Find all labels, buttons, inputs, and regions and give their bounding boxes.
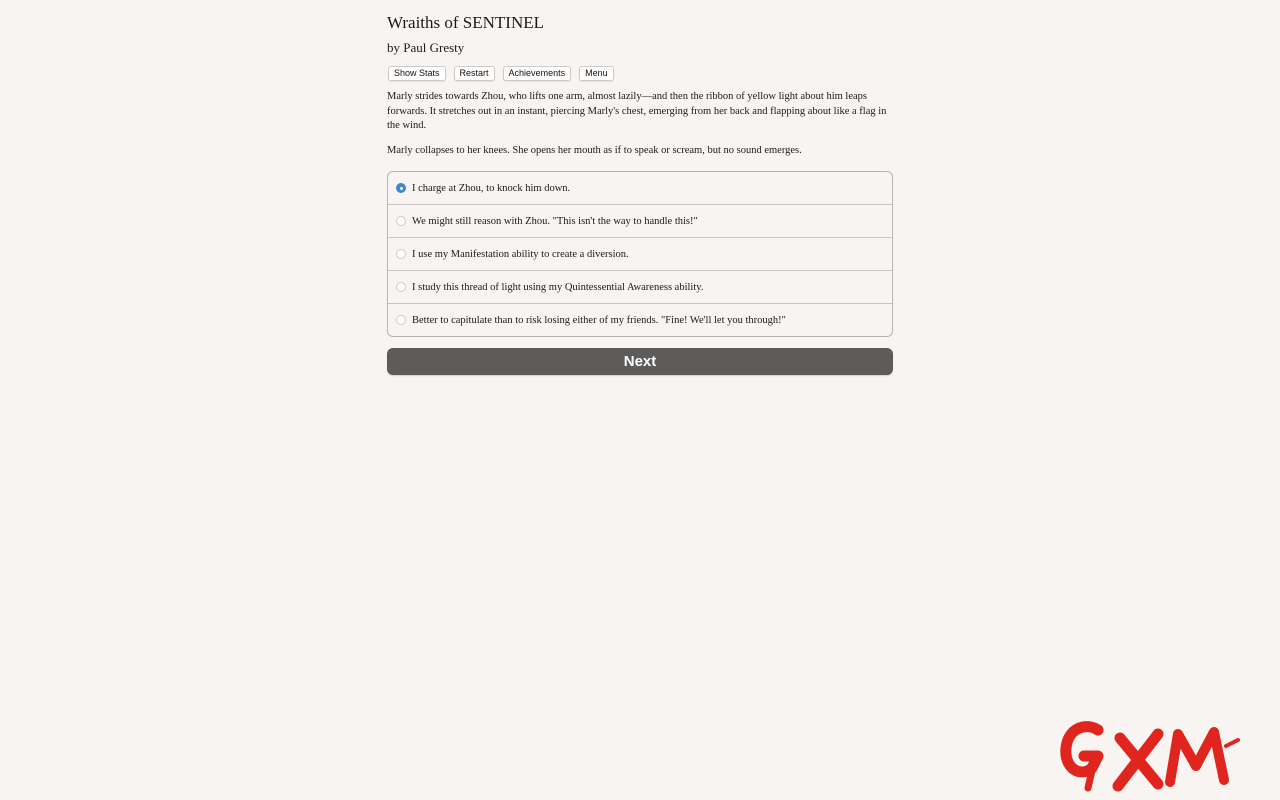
story-paragraph: Marly strides towards Zhou, who lifts one arm, almost lazily—and then the ribbon of yellow light about him leaps forwards. It stretches out in an instant, piercing Marly's chest, emerging from her back and flapping about like a flag in the wind. xyxy=(387,91,887,131)
menu-button[interactable]: Menu xyxy=(579,66,614,81)
choice-option[interactable] xyxy=(388,204,892,237)
choice-option[interactable] xyxy=(388,303,892,336)
choice-label: Better to capitulate than to risk losing either of my friends. "Fine! We'll let you through!" xyxy=(412,314,786,326)
author-byline: by Paul Gresty xyxy=(387,40,465,55)
toolbar xyxy=(388,66,614,81)
radio-selected-icon[interactable] xyxy=(396,183,406,193)
next-button[interactable]: Next xyxy=(387,348,893,375)
radio-icon[interactable] xyxy=(396,282,406,292)
choice-label: I use my Manifestation ability to create a diversion. xyxy=(412,248,629,260)
choice-label: We might still reason with Zhou. "This isn't the way to handle this!" xyxy=(412,215,698,227)
story-paragraph: Marly collapses to her knees. She opens her mouth as if to speak or scream, but no sound emerges. xyxy=(387,144,802,156)
choice-label: I charge at Zhou, to knock him down. xyxy=(412,182,571,194)
restart-button[interactable]: Restart xyxy=(454,66,495,81)
gxm-logo-watermark xyxy=(1058,716,1248,798)
choice-option[interactable] xyxy=(388,172,892,204)
show-stats-button[interactable]: Show Stats xyxy=(388,66,446,81)
radio-icon[interactable] xyxy=(396,249,406,259)
choice-option[interactable] xyxy=(388,270,892,303)
achievements-button[interactable]: Achievements xyxy=(503,66,572,81)
choice-list xyxy=(387,171,893,337)
choice-label: I study this thread of light using my Quintessential Awareness ability. xyxy=(412,281,704,293)
choice-option[interactable] xyxy=(388,237,892,270)
game-title: Wraiths of SENTINEL xyxy=(387,13,545,32)
story-text xyxy=(387,90,893,168)
radio-icon[interactable] xyxy=(396,315,406,325)
radio-icon[interactable] xyxy=(396,216,406,226)
